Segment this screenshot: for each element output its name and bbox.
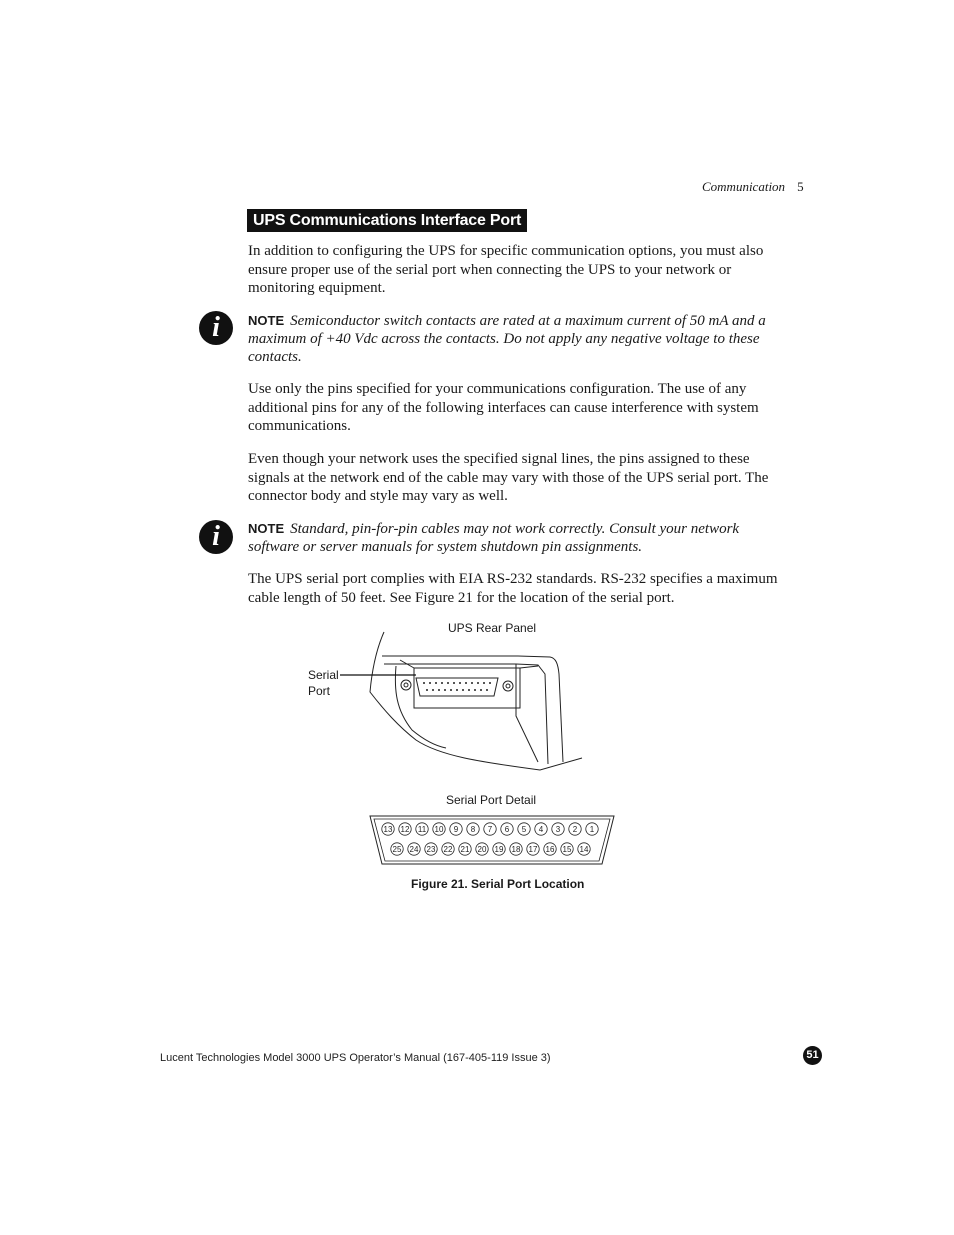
pin-label-6: 6 bbox=[504, 825, 510, 834]
pin-label-13: 13 bbox=[383, 825, 393, 834]
pin-label-5: 5 bbox=[521, 825, 527, 834]
header-chapter: 5 bbox=[797, 179, 804, 194]
paragraph-signals: Even though your network uses the specified signal lines, the pins assigned to these signals at the network end of the cable may vary with those of the UPS serial port. The connector body and style may vary as well. bbox=[248, 451, 769, 505]
header-section: Communication bbox=[702, 179, 786, 194]
ups-rear-panel-drawing bbox=[340, 630, 600, 780]
pin-label-16: 16 bbox=[545, 845, 555, 854]
pin-label-14: 14 bbox=[579, 845, 589, 854]
rear-panel-label: UPS Rear Panel bbox=[448, 621, 537, 635]
pin-label-4: 4 bbox=[538, 825, 544, 834]
pin-label-9: 9 bbox=[453, 825, 459, 834]
pin-label-1: 1 bbox=[589, 825, 595, 834]
paragraph-rs232: The UPS serial port complies with EIA RS-232 standards. RS-232 specifies a maximum cable length of 50 feet. See Figure 21 for the location of the serial port. bbox=[248, 571, 778, 606]
figure-caption: Figure 21. Serial Port Location bbox=[411, 877, 585, 891]
pin-label-17: 17 bbox=[528, 845, 538, 854]
serial-port-detail-label: Serial Port Detail bbox=[446, 793, 537, 807]
paragraph-intro: In addition to configuring the UPS for specific communication options, you must also ensure proper use of the serial port when connecting the UPS to your network or monitoring equipment. bbox=[248, 243, 764, 297]
pin-label-24: 24 bbox=[409, 845, 419, 854]
pin-label-15: 15 bbox=[562, 845, 572, 854]
info-icon: i bbox=[199, 311, 233, 345]
pin-label-8: 8 bbox=[470, 825, 476, 834]
note-contacts bbox=[248, 312, 793, 367]
section-title: UPS Communications Interface Port bbox=[247, 209, 527, 232]
running-header bbox=[702, 179, 804, 195]
note-cables bbox=[248, 520, 793, 556]
note-label: NOTE bbox=[248, 313, 285, 328]
pin-label-18: 18 bbox=[511, 845, 521, 854]
pin-label-7: 7 bbox=[487, 825, 493, 834]
pin-label-22: 22 bbox=[443, 845, 453, 854]
note-text: Semiconductor switch contacts are rated at a maximum current of 50 mA and a maximum of +40 Vdc across the contacts. Do not apply any negative voltage to these contacts. bbox=[248, 313, 766, 366]
serial-port-detail-drawing bbox=[366, 812, 618, 870]
pin-label-19: 19 bbox=[494, 845, 504, 854]
pin-label-25: 25 bbox=[392, 845, 402, 854]
pin-label-10: 10 bbox=[434, 825, 444, 834]
pin-label-2: 2 bbox=[572, 825, 578, 834]
page-number-badge: 51 bbox=[803, 1046, 822, 1065]
pin-label-3: 3 bbox=[555, 825, 561, 834]
pin-label-23: 23 bbox=[426, 845, 436, 854]
note-text: Standard, pin-for-pin cables may not work correctly. Consult your network software or server manuals for system shutdown pin assignments. bbox=[248, 521, 740, 556]
paragraph-pins: Use only the pins specified for your communications configuration. The use of any additional pins for any of the following interfaces can cause interference with system communications. bbox=[248, 381, 759, 435]
note-label: NOTE bbox=[248, 521, 285, 536]
pin-label-12: 12 bbox=[400, 825, 410, 834]
info-icon: i bbox=[199, 520, 233, 554]
serial-port-label: Serial Port bbox=[308, 668, 339, 698]
footer-text: Lucent Technologies Model 3000 UPS Operator’s Manual (167-405-119 Issue 3) bbox=[160, 1052, 551, 1064]
pin-label-21: 21 bbox=[460, 845, 470, 854]
pin-label-20: 20 bbox=[477, 845, 487, 854]
pin-label-11: 11 bbox=[417, 825, 427, 834]
